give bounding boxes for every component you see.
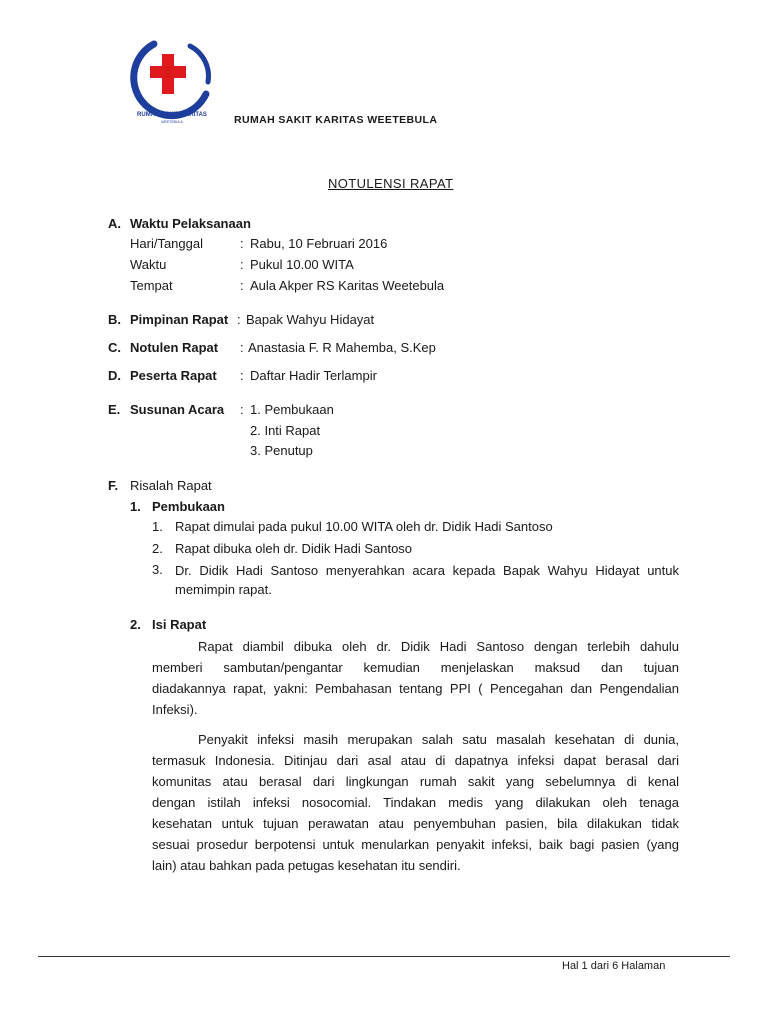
row-value-date: Rabu, 10 Februari 2016 [250,236,388,251]
paragraph-line: lain) atau bahkan pada petugas kesehatan itu sendiri. [152,858,461,873]
row-label-place: Tempat [130,278,173,293]
paragraph-line: sesuai prosedur berpotensi untuk menularkan penyakit infeksi, baik bagi pasien (yang [152,837,679,852]
section-d-letter: D. [108,368,121,383]
paragraph-line: termasuk Indonesia. Ditinjau dari asal atau di dapatnya infeksi dapat berasal dari [152,753,679,768]
subsection-2-title: Isi Rapat [152,617,207,632]
list-item-text-continued: memimpin rapat. [175,582,272,597]
subsection-2-number: 2. [130,617,141,632]
paragraph-line: dengan istilah infeksi nosocomial. Tindakan medis yang dilakukan oleh tenaga [152,795,679,810]
row-separator: : [240,236,244,251]
section-e-letter: E. [108,402,121,417]
row-separator: : [240,278,244,293]
section-a-letter: A. [108,216,121,231]
list-item-text: Rapat dimulai pada pukul 10.00 WITA oleh dr. Didik Hadi Santoso [175,519,553,534]
paragraph-line: kesehatan untuk tujuan perawatan atau penyembuhan pasien, bila dilakukan tidak [152,816,679,831]
paragraph-line: Penyakit infeksi masih merupakan salah satu masalah kesehatan di dunia, [198,732,679,747]
hospital-logo [124,32,220,128]
footer-divider [38,956,730,957]
agenda-item: 2. Inti Rapat [250,423,321,438]
logo-text: RUMAH SAKIT KARITAS [137,112,207,118]
paragraph-line: Infeksi). [152,702,198,717]
logo-subtext: WEETEBULA [161,120,183,124]
subsection-1-number: 1. [130,499,141,514]
row-label-date: Hari/Tanggal [130,236,203,251]
row-separator: : [240,368,244,383]
paragraph-line: Rapat diambil dibuka oleh dr. Didik Hadi Santoso dengan terlebih dahulu [198,639,679,654]
document-title: NOTULENSI RAPAT [328,176,454,191]
list-item-text: Dr. Didik Hadi Santoso menyerahkan acara kepada Bapak Wahyu Hidayat untuk [175,563,679,578]
page-number: Hal 1 dari 6 Halaman [562,960,666,972]
section-b-value: Bapak Wahyu Hidayat [246,312,375,327]
subsection-1-title: Pembukaan [152,499,225,514]
section-c-letter: C. [108,340,121,355]
list-item-number: 1. [152,519,163,534]
agenda-item: 1. Pembukaan [250,402,334,417]
row-value-time: Pukul 10.00 WITA [250,257,354,272]
section-d-title: Peserta Rapat [130,368,217,383]
section-e-title: Susunan Acara [130,402,225,417]
list-item-number: 3. [152,562,163,577]
row-label-time: Waktu [130,257,167,272]
paragraph-line: komunitas atau berasal dari lingkungan rumah sakit yang sebelumnya di kenal [152,774,679,789]
paragraph-line: memberi sambutan/pengantar kemudian menjelaskan maksud dan tujuan [152,660,679,675]
agenda-item: 3. Penutup [250,443,313,458]
section-b-letter: B. [108,312,121,327]
row-value-place: Aula Akper RS Karitas Weetebula [250,278,445,293]
section-b-title: Pimpinan Rapat [130,312,229,327]
section-f-title: Risalah Rapat [130,478,212,493]
section-c-value: Anastasia F. R Mahemba, S.Kep [248,340,436,355]
hospital-name: RUMAH SAKIT KARITAS WEETEBULA [234,114,438,126]
section-c-title: Notulen Rapat [130,340,219,355]
list-item-number: 2. [152,541,163,556]
paragraph-line: diadakannya rapat, yakni: Pembahasan tentang PPI ( Pencegahan dan Pengendalian [152,681,679,696]
section-d-value: Daftar Hadir Terlampir [250,368,377,383]
section-a-title: Waktu Pelaksanaan [130,216,251,231]
row-separator: : [240,340,244,355]
row-separator: : [237,312,241,327]
section-f-letter: F. [108,478,119,493]
list-item-text: Rapat dibuka oleh dr. Didik Hadi Santoso [175,541,413,556]
row-separator: : [240,257,244,272]
row-separator: : [240,402,244,417]
